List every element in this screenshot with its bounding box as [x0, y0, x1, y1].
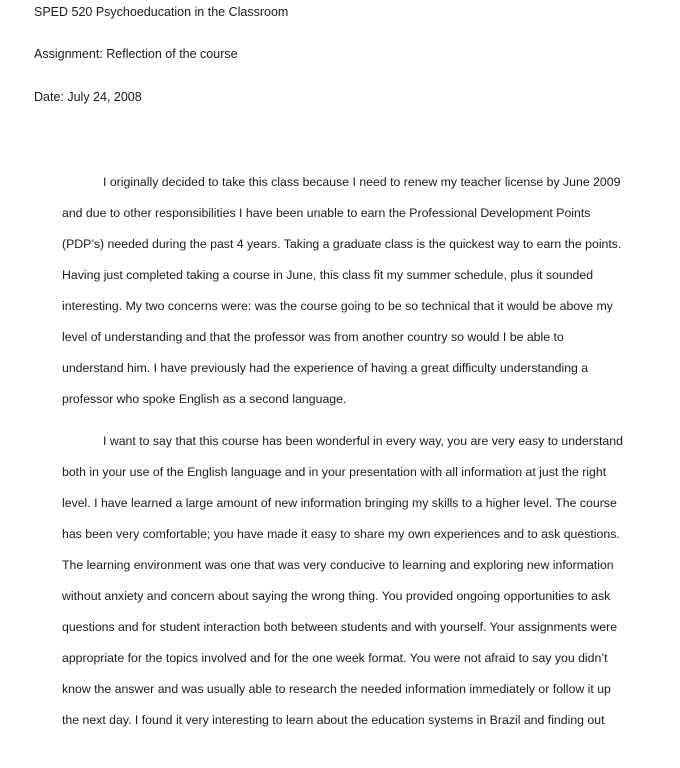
date-line: Date: July 24, 2008 [34, 90, 142, 104]
paragraph-2-line-5: The learning environment was one that was very conducive to learning and exploring new information [62, 558, 614, 572]
paragraph-1-line-1: I originally decided to take this class because I need to renew my teacher license by June 2009 [103, 175, 621, 189]
paragraph-1-line-7: understand him. I have previously had the experience of having a great difficulty understanding a [62, 361, 589, 375]
paragraph-1-line-3: (PDP’s) needed during the past 4 years. Taking a graduate class is the quickest way to earn the points. [62, 237, 622, 251]
paragraph-1-line-6: level of understanding and that the professor was from another country so would I be able to [62, 330, 564, 344]
paragraph-2-line-6: without anxiety and concern about saying the wrong thing. You provided ongoing opportunities to ask [62, 589, 611, 603]
paragraph-2-line-3: level. I have learned a large amount of new information bringing my skills to a higher level. The course [62, 496, 617, 510]
assignment-line: Assignment: Reflection of the course [34, 47, 238, 61]
paragraph-2-line-9: know the answer and was usually able to research the needed information immediately or follow it up [62, 682, 611, 696]
paragraph-1-line-4: Having just completed taking a course in June, this class fit my summer schedule, plus it sounded [62, 268, 594, 282]
paragraph-1-line-8: professor who spoke English as a second language. [62, 392, 347, 406]
paragraph-2-line-8: appropriate for the topics involved and for the one week format. You were not afraid to say you didn’t [62, 651, 608, 665]
course-title: SPED 520 Psychoeducation in the Classroom [34, 5, 289, 19]
paragraph-2-line-10: the next day. I found it very interesting to learn about the education systems in Brazil and finding out [62, 713, 605, 727]
paragraph-2-line-1: I want to say that this course has been wonderful in every way, you are very easy to understand [103, 434, 623, 448]
paragraph-2-line-4: has been very comfortable; you have made it easy to share my own experiences and to ask questions. [62, 527, 620, 541]
paragraph-1-line-5: interesting. My two concerns were: was the course going to be so technical that it would be above my [62, 299, 613, 313]
paragraph-2-line-2: both in your use of the English language and in your presentation with all information at just the right [62, 465, 607, 479]
paragraph-1-line-2: and due to other responsibilities I have been unable to earn the Professional Development Points [62, 206, 591, 220]
paragraph-2-line-7: questions and for student interaction both between students and with yourself. Your assignments were [62, 620, 618, 634]
